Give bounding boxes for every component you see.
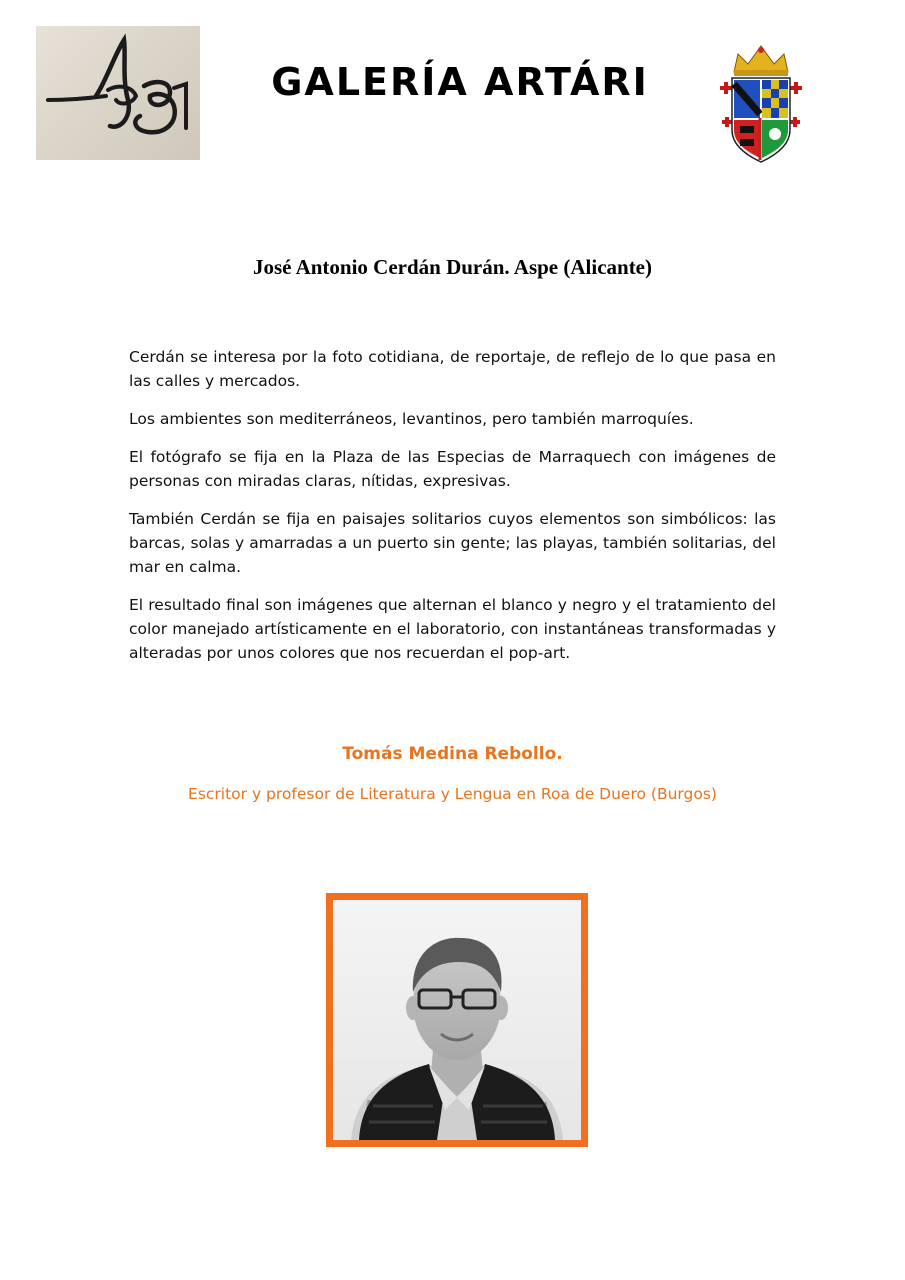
- coat-of-arms-icon: [716, 42, 806, 166]
- gallery-title: GALERÍA ARTÁRI: [271, 60, 649, 104]
- author-name: Tomás Medina Rebollo.: [342, 744, 563, 764]
- author-role: Escritor y profesor de Literatura y Lengua en Roa de Duero (Burgos): [188, 785, 717, 803]
- article-paragraph: El fotógrafo se fija en la Plaza de las Especias de Marraquech con imágenes de personas con miradas claras, nítidas, expresivas.: [129, 448, 776, 490]
- article-paragraph: Cerdán se interesa por la foto cotidiana, de reportaje, de reflejo de lo que pasa en las calles y mercados.: [129, 348, 776, 390]
- article-heading: José Antonio Cerdán Durán. Aspe (Alicante): [252, 255, 652, 279]
- signature-logo: [36, 26, 200, 160]
- author-photo: [326, 893, 588, 1147]
- article-body: [129, 345, 776, 679]
- article-paragraph: El resultado final son imágenes que alternan el blanco y negro y el tratamiento del color manejado artísticamente en el laboratorio, con instantáneas transformadas y alteradas por unos colores que nos recuerdan el pop-art.: [129, 596, 776, 662]
- article-paragraph: Los ambientes son mediterráneos, levantinos, pero también marroquíes.: [129, 410, 694, 428]
- article-paragraph: También Cerdán se fija en paisajes solitarios cuyos elementos son simbólicos: las barcas, solas y amarradas a un puerto sin gente; las playas, también solitarias, del mar en calma.: [129, 510, 776, 576]
